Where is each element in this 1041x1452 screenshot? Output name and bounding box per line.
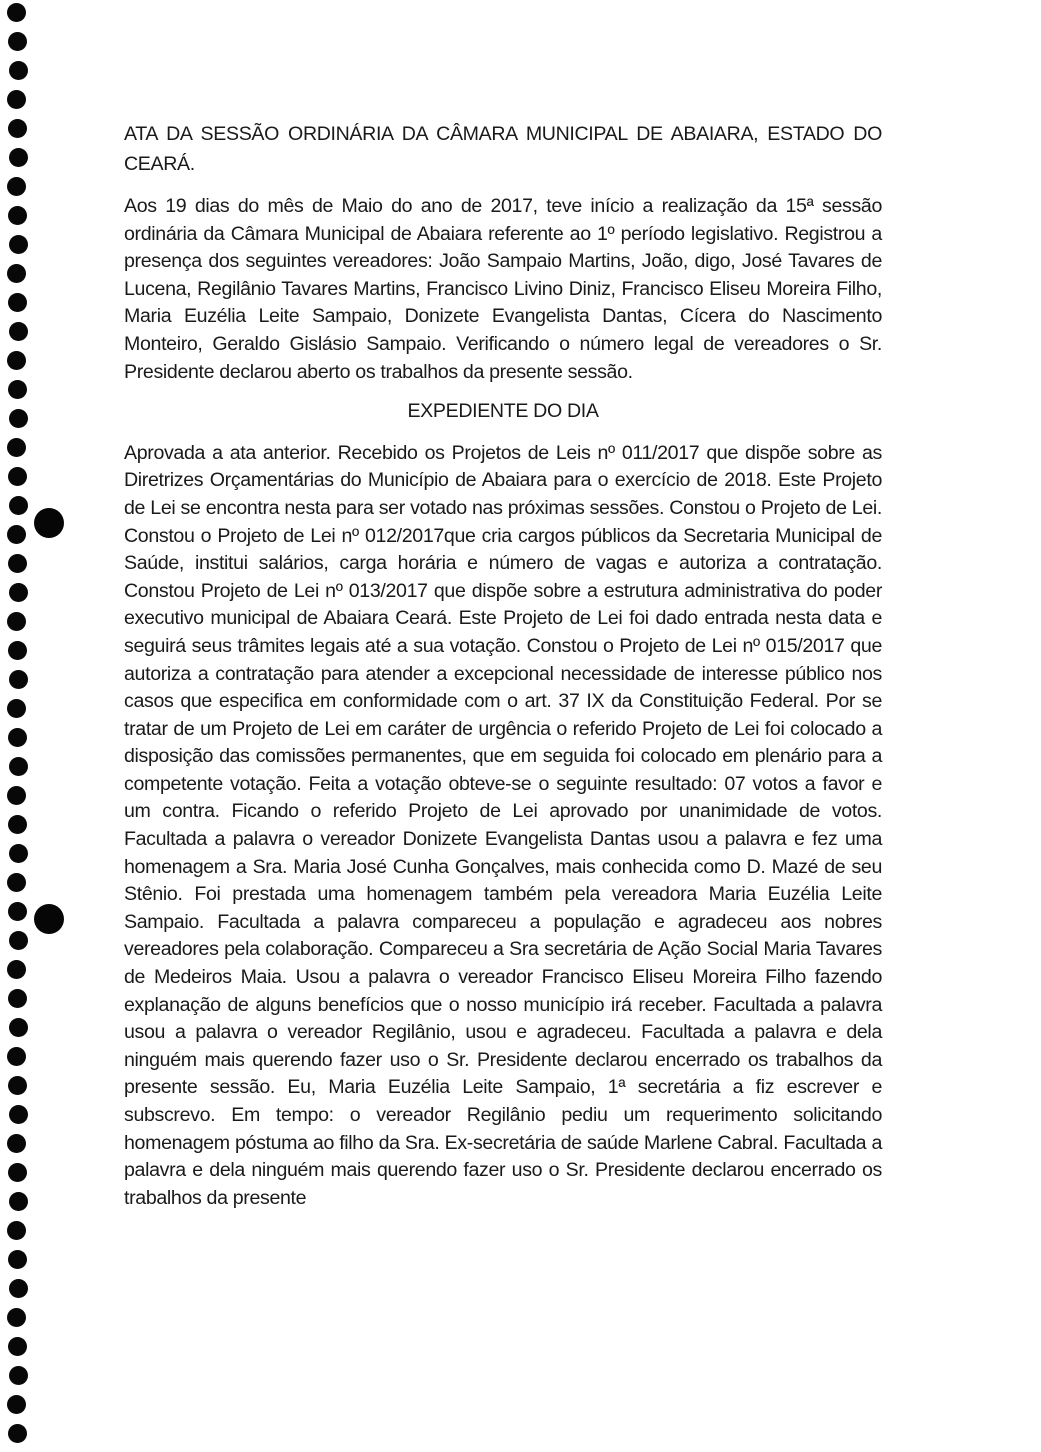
perforation-dot-icon	[7, 1047, 26, 1066]
perforation-dot-icon	[8, 206, 27, 225]
perforation-dot-icon	[8, 989, 27, 1008]
perforation-dot-icon	[8, 1250, 27, 1269]
perforation-dot-icon	[8, 467, 27, 486]
perforation-dot-icon	[7, 438, 26, 457]
perforation-dot-icon	[9, 844, 28, 863]
perforation-dot-icon	[7, 699, 26, 718]
perforation-dot-icon	[9, 1105, 28, 1124]
punch-hole-icon	[34, 508, 64, 538]
perforation-dot-icon	[8, 641, 27, 660]
perforation-dot-icon	[8, 293, 27, 312]
perforation-dot-icon	[9, 583, 28, 602]
expediente-paragraph: Aprovada a ata anterior. Recebido os Projetos de Leis nº 011/2017 que dispõe sobre as Diretrizes Orçamentárias do Município de Abaiara para o exercício de 2018. Este Projeto de Lei se encontra nesta para ser votado nas próximas sessões. Constou o Projeto de Lei. Constou o Projeto de Lei nº 012/2017que cria cargos públicos da Secretaria Municipal de Saúde, institui salários, carga horária e número de vagas e autoriza a contratação. Constou Projeto de Lei nº 013/2017 que dispõe sobre a estrutura administrativa do poder executivo municipal de Abaiara Ceará. Este Projeto de Lei foi dado entrada nesta data e seguirá seus trâmites legais até a sua votação. Constou o Projeto de Lei nº 015/2017 que autoriza a contratação para atender a excepcional necessidade de interesse público nos casos que especifica em conformidade com o art. 37 IX da Constituição Federal. Por se tratar de um Projeto de Lei em caráter de urgência o referido Projeto de Lei foi colocado a disposição das comissões permanentes, que em seguida foi colocado em plenário para a competente votação. Feita a votação obteve-se o seguinte resultado: 07 votos a favor e um contra. Ficando o referido Projeto de Lei aprovado por unanimidade de votos. Facultada a palavra o vereador Donizete Evangelista Dantas usou a palavra e fez uma homenagem a Sra. Maria José Cunha Gonçalves, mais conhecida como D. Mazé de seu Stênio. Foi prestada uma homenagem também pela vereadora Maria Euzélia Leite Sampaio. Facultada a palavra compareceu a população e agradeceu aos nobres vereadores pela colaboração. Compareceu a Sra secretária de Ação Social Maria Tavares de Medeiros Maia. Usou a palavra o vereador Francisco Eliseu Moreira Filho fazendo explanação de alguns benefícios que o nosso município irá receber. Facultada a palavra usou a palavra o vereador Regilânio, usou e agradeceu. Facultada a palavra e dela ninguém mais querendo fazer uso o Sr. Presidente declarou encerrado os trabalhos da presente sessão. Eu, Maria Euzélia Leite Sampaio, 1ª secretária a fiz escrever e subscrevo. Em tempo: o vereador Regilânio pediu um requerimento solicitando homenagem póstuma ao filho da Sra. Ex-secretária de saúde Marlene Cabral. Facultada a palavra e dela ninguém mais querendo fazer uso o Sr. Presidente declarou encerrado os trabalhos da presente	[124, 441, 882, 1209]
perforation-dot-icon	[7, 177, 26, 196]
perforation-dot-icon	[8, 815, 27, 834]
perforation-dot-icon	[8, 554, 27, 573]
perforation-dot-icon	[9, 1018, 28, 1037]
perforation-dot-icon	[7, 3, 26, 22]
perforation-dot-icon	[9, 1192, 28, 1211]
perforation-dot-icon	[9, 1279, 28, 1298]
section-heading: EXPEDIENTE DO DIA	[407, 400, 599, 423]
perforation-dot-icon	[9, 148, 28, 167]
perforation-dot-icon	[7, 264, 26, 283]
opening-paragraph: Aos 19 dias do mês de Maio do ano de 2017, teve início a realização da 15ª sessão ordinária da Câmara Municipal de Abaiara referente ao 1º período legislativo. Registrou a presença dos seguintes vereadores: João Sampaio Martins, João, digo, José Tavares de Lucena, Regilânio Tavares Martins, Francisco Livino Diniz, Francisco Eliseu Moreira Filho, Maria Euzélia Leite Sampaio, Donizete Evangelista Dantas, Cícera do Nascimento Monteiro, Geraldo Gislásio Sampaio. Verificando o número legal de vereadores o Sr. Presidente declarou aberto os trabalhos da presente sessão.	[124, 195, 882, 383]
perforation-dot-icon	[9, 496, 28, 515]
perforation-dot-icon	[8, 1076, 27, 1095]
perforation-dot-icon	[8, 380, 27, 399]
punch-hole-icon	[34, 904, 64, 934]
perforation-dot-icon	[8, 119, 27, 138]
perforation-dot-icon	[7, 786, 26, 805]
perforation-dot-icon	[9, 235, 28, 254]
perforation-dot-icon	[9, 61, 28, 80]
perforation-dot-icon	[7, 873, 26, 892]
perforation-dot-icon	[7, 1134, 26, 1153]
perforation-dot-icon	[7, 1308, 26, 1327]
perforation-dot-icon	[8, 1424, 27, 1443]
document-page	[124, 119, 882, 1212]
perforation-dot-icon	[7, 612, 26, 631]
perforation-dot-icon	[9, 1366, 28, 1385]
perforation-dot-icon	[9, 322, 28, 341]
perforation-dot-icon	[9, 757, 28, 776]
perforation-dot-icon	[7, 960, 26, 979]
perforation-dot-icon	[7, 90, 26, 109]
perforation-dot-icon	[9, 409, 28, 428]
perforation-strip	[0, 0, 40, 1452]
document-title: ATA DA SESSÃO ORDINÁRIA DA CÂMARA MUNICIPAL DE ABAIARA, ESTADO DO CEARÁ.	[124, 123, 882, 175]
perforation-dot-icon	[8, 902, 27, 921]
perforation-dot-icon	[7, 351, 26, 370]
perforation-dot-icon	[8, 1163, 27, 1182]
perforation-dot-icon	[7, 1221, 26, 1240]
perforation-dot-icon	[7, 1395, 26, 1414]
perforation-dot-icon	[8, 1337, 27, 1356]
perforation-dot-icon	[9, 670, 28, 689]
perforation-dot-icon	[8, 32, 27, 51]
perforation-dot-icon	[8, 728, 27, 747]
perforation-dot-icon	[7, 525, 26, 544]
perforation-dot-icon	[9, 931, 28, 950]
